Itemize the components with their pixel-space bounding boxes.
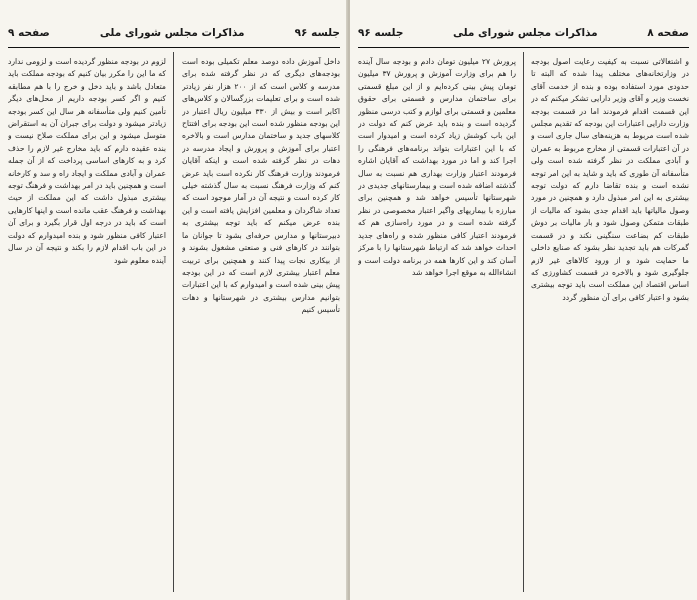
header-rule [8,47,340,49]
right-page-number: صفحه ۸ [647,27,689,39]
right-page-session: جلسه ۹۶ [358,27,404,39]
left-page-session: جلسه ۹۶ [294,27,340,39]
right-page-right-column [531,56,689,592]
right-page-title: مذاکرات مجلس شورای ملی [452,27,598,39]
column-divider [173,52,174,592]
left-page-title: مذاکرات مجلس شورای ملی [99,27,245,39]
left-page-left-column [8,56,166,592]
left-page [0,0,348,600]
right-page-left-column [358,56,516,592]
column-text: داخل آموزش داده دوصد معلم تکمیلی بوده است بودجه‌های دیگری که در نظر گرفته شده برای مدرسه و کلاس است که از ۲۰۰ هزار نفر زیادتر شده است و برای تعلیمات بزرگسالان و کلاس‌های اکابر است و بیش از ۳۳۰ میلیون ریال اعتبار در این بودجه منظور شده است این بودجه برای افتتاح کلاسهای جدید و ساختمان مدارس است و بالاخره اعتبار برای آموزش و پرورش و ایجاد مدرسه در دهات در نظر گرفته شده است و اینکه آقایان فرمودند وزارت فرهنگ کار نکرده است باید عرض کنم که وزارت فرهنگ نسبت به سال گذشته خیلی کار کرده است و نتیجه آن در آمار موجود است که تعداد شاگردان و معلمین افزایش یافته است و این بنده عرض میکنم که باید توجه بیشتری به دبیرستانها و مدارس حرفه‌ای بشود تا جوانان ما بتوانند در کارهای فنی و صنعتی مشغول بشوند و از بیکاری نجات پیدا کنند و همچنین برای تربیت معلم اعتبار بیشتری لازم است که در این بودجه پیش بینی شده است و امیدوارم که با این اعتبارات بتوانیم مدارس بیشتری در شهرستانها و دهات تأسیس کنیم [182,57,340,315]
left-page-header [8,22,340,44]
column-text: لزوم در بودجه منظور گردیده است و لزومی ندارد که ما این را مکرر بیان کنیم که بودجه مملکت باید متعادل باشد و باید دخل و خرج را با هم مطابقه کنیم و اگر کسر بودجه داریم از محل‌های دیگر تأمین کنیم ولی متأسفانه هر سال این کسر بودجه زیادتر میشود و دولت برای جبران آن به استقراض متوسل میشود و این برای مملکت صلاح نیست و بنده عقیده دارم که باید مخارج غیر لازم را حذف کرد و به کارهای اساسی پرداخت که از آن جمله عمران و آبادی مملکت و ایجاد راه و سد و کارخانه است و همچنین باید در امر بهداشت و فرهنگ توجه بیشتری مبذول داشت که این مملکت از حیث بهداشت و فرهنگ عقب مانده است و اینها کارهایی است که باید در درجه اول قرار بگیرد و برای آن اعتبار کافی منظور شود و بنده امیدوارم که دولت در این باب اقدام لازم را بکند و نتیجه آن در سال آینده معلوم شود [8,57,166,265]
left-page-right-column [182,56,340,592]
left-page-number: صفحه ۹ [8,27,50,39]
column-divider [523,52,524,592]
header-rule [358,47,689,49]
column-text: پرورش ۲۷ میلیون تومان دادم و بودجه سال آینده را هم برای وزارت آموزش و پرورش ۳۷ میلیون تومان پیش بینی کرده‌ایم و از این مبلغ قسمتی برای ساختمان مدارس و قسمتی برای حقوق معلمین و قسمتی برای لوازم و کتب درسی منظور گردیده است و بنده باید عرض کنم که دولت در این باب کوشش زیاد کرده است و امیدوار است که با این اعتبارات بتواند برنامه‌های فرهنگی را اجرا کند و اما در مورد بهداشت که آقایان اشاره فرمودند اعتبار وزارت بهداری هم نسبت به سال گذشته اضافه شده است و بیمارستانهای جدیدی در شهرستانها تأسیس خواهد شد و همچنین برای مبارزه با بیماریهای واگیر اعتبار مخصوصی در نظر گرفته شده است و در مورد راه‌سازی هم که فرمودند اعتبار کافی منظور شده و راه‌های جدید احداث خواهد شد که ارتباط شهرستانها را با مرکز آسان کند و این کارها همه در برنامه دولت است و انشاءالله به موقع اجرا خواهد شد [358,57,516,277]
column-text: و اشتغالاتی نسبت به کیفیت رعایت اصول بودجه در وزارتخانه‌های مختلف پیدا شده که البته تا حدودی مورد استفاده بوده و بنده از خدمت آقای نخست وزیر و آقای وزیر دارایی تشکر میکنم که در این قسمت اقدام فرمودند اما در قسمت بودجه وزارت دارایی اعتبارات این بودجه که تقدیم مجلس شده است مربوط به هزینه‌های سال جاری است و در آن اعتبارات قسمتی از مخارج مربوط به عمران و آبادی مملکت در نظر گرفته شده است ولی متأسفانه آن طوری که باید و شاید به این امر توجه نشده است و بنده تقاضا دارم که دولت توجه بیشتری به این امر مبذول دارد و همچنین در مورد وصول مالیاتها باید اقدام جدی بشود که مالیات از طبقات متمکن وصول شود و بار مالیات بر دوش طبقات کم بضاعت سنگینی نکند و در قسمت گمرکات هم باید تجدید نظر بشود که صنایع داخلی ما حمایت شود و از ورود کالاهای غیر لازم جلوگیری شود و بالاخره در قسمت کشاورزی که اساس اقتصاد این مملکت است باید توجه بیشتری بشود و اعتبار کافی برای آن منظور گردد [531,57,689,302]
right-page-header [358,22,689,44]
right-page [350,0,697,600]
